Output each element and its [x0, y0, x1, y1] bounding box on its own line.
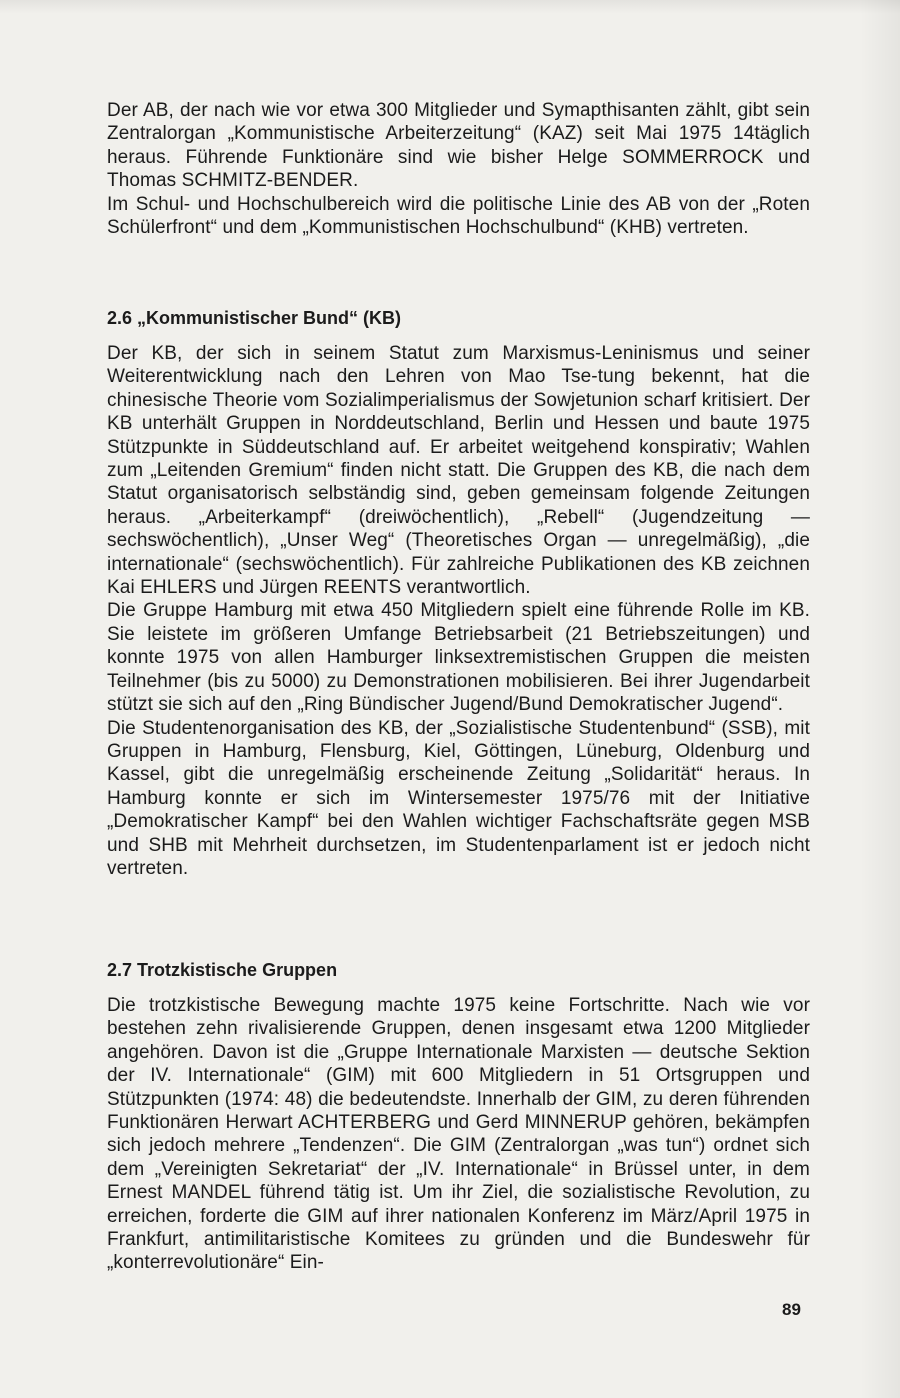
section-trotzkisten-text	[107, 994, 810, 1275]
page-number: 89	[782, 1300, 801, 1319]
intro-paragraph-2: Im Schul- und Hochschulbereich wird die politische Linie des AB von der „Roten Schülerfront“ und dem „Kommunistischen Hochschulbund“ (KHB) vertreten.	[107, 193, 810, 239]
intro-text	[107, 99, 810, 239]
intro-paragraph-1: Der AB, der nach wie vor etwa 300 Mitglieder und Symapthisanten zählt, gibt sein Zentralorgan „Kommunistische Arbeiterzeitung“ (KAZ) seit Mai 1975 14täglich heraus. Führende Funktionäre sind wie bisher Helge SOMMERROCK und Thomas SCHMITZ-BENDER.	[107, 100, 810, 192]
section-heading-trotzkisten: 2.7 Trotzkistische Gruppen	[107, 960, 338, 980]
kb-paragraph-3: Die Studentenorganisation des KB, der „Sozialistische Studentenbund“ (SSB), mit Gruppen in Hamburg, Flensburg, Kiel, Göttingen, Lüneburg, Oldenburg und Kassel, gibt die unregelmäßig erscheinende Zeitung „Solidarität“ heraus. In Hamburg konnte er sich im Wintersemester 1975/76 mit der Initiative „Demokratischer Kampf“ bei den Wahlen wichtiger Fachschaftsräte gegen MSB und SHB mit Mehrheit durchsetzen, im Studentenparlament ist er jedoch nicht vertreten.	[107, 717, 810, 879]
kb-paragraph-1: Der KB, der sich in seinem Statut zum Marxismus-Leninismus und seiner Weiterentwicklung nach den Lehren von Mao Tse-tung bekennt, hat die chinesische Theorie vom Sozialimperialismus der Sowjetunion scharf kritisiert. Der KB unterhält Gruppen in Norddeutschland, Berlin und Hessen und baute 1975 Stützpunkte in Süddeutschland auf. Er arbeitet weitgehend konspirativ; Wahlen zum „Leitenden Gremium“ finden nicht statt. Die Gruppen des KB, die nach dem Statut organisatorisch selbständig sind, geben gemeinsam folgende Zeitungen heraus. „Arbeiterkampf“ (dreiwöchentlich), „Rebell“ (Jugendzeitung — sechswöchentlich), „Unser Weg“ (Theoretisches Organ — unregelmäßig), „die internationale“ (sechswöchentlich). Für zahlreiche Publikationen des KB zeichnen Kai EHLERS und Jürgen REENTS verantwortlich.	[107, 343, 810, 599]
kb-paragraph-2: Die Gruppe Hamburg mit etwa 450 Mitgliedern spielt eine führende Rolle im KB. Sie leistete im größeren Umfange Betriebsarbeit (21 Betriebszeitungen) und konnte 1975 von allen Hamburger linksextremistischen Gruppen die meisten Teilnehmer (bis zu 5000) zu Demonstrationen mobilisieren. Bei ihrer Jugendarbeit stützt sie sich auf den „Ring Bündischer Jugend/Bund Demokratischer Jugend“.	[107, 600, 810, 716]
section-kb-text	[107, 342, 810, 880]
section-heading-kb: 2.6 „Kommunistischer Bund“ (KB)	[107, 308, 402, 328]
trotzkisten-paragraph-1: Die trotzkistische Bewegung machte 1975 keine Fortschritte. Nach wie vor bestehen zehn rivalisierende Gruppen, denen insgesamt etwa 1200 Mitglieder angehören. Davon ist die „Gruppe Internationale Marxisten — deutsche Sektion der IV. Internationale“ (GIM) mit 600 Mitgliedern in 51 Ortsgruppen und Stützpunkten (1974: 48) die bedeutendste. Innerhalb der GIM, zu deren führenden Funktionären Herwart ACHTERBERG und Gerd MINNERUP gehören, bekämpfen sich jedoch mehrere „Tendenzen“. Die GIM (Zentralorgan „was tun“) ordnet sich dem „Vereinigten Sekretariat“ der „IV. Internationale“ in Brüssel unter, in dem Ernest MANDEL führend tätig ist. Um ihr Ziel, die sozialistische Revolution, zu erreichen, forderte die GIM auf ihrer nationalen Konferenz im März/April 1975 in Frankfurt, antimilitaristische Komitees zu gründen und die Bundeswehr für „konterrevolutionäre“ Ein-	[107, 995, 810, 1274]
